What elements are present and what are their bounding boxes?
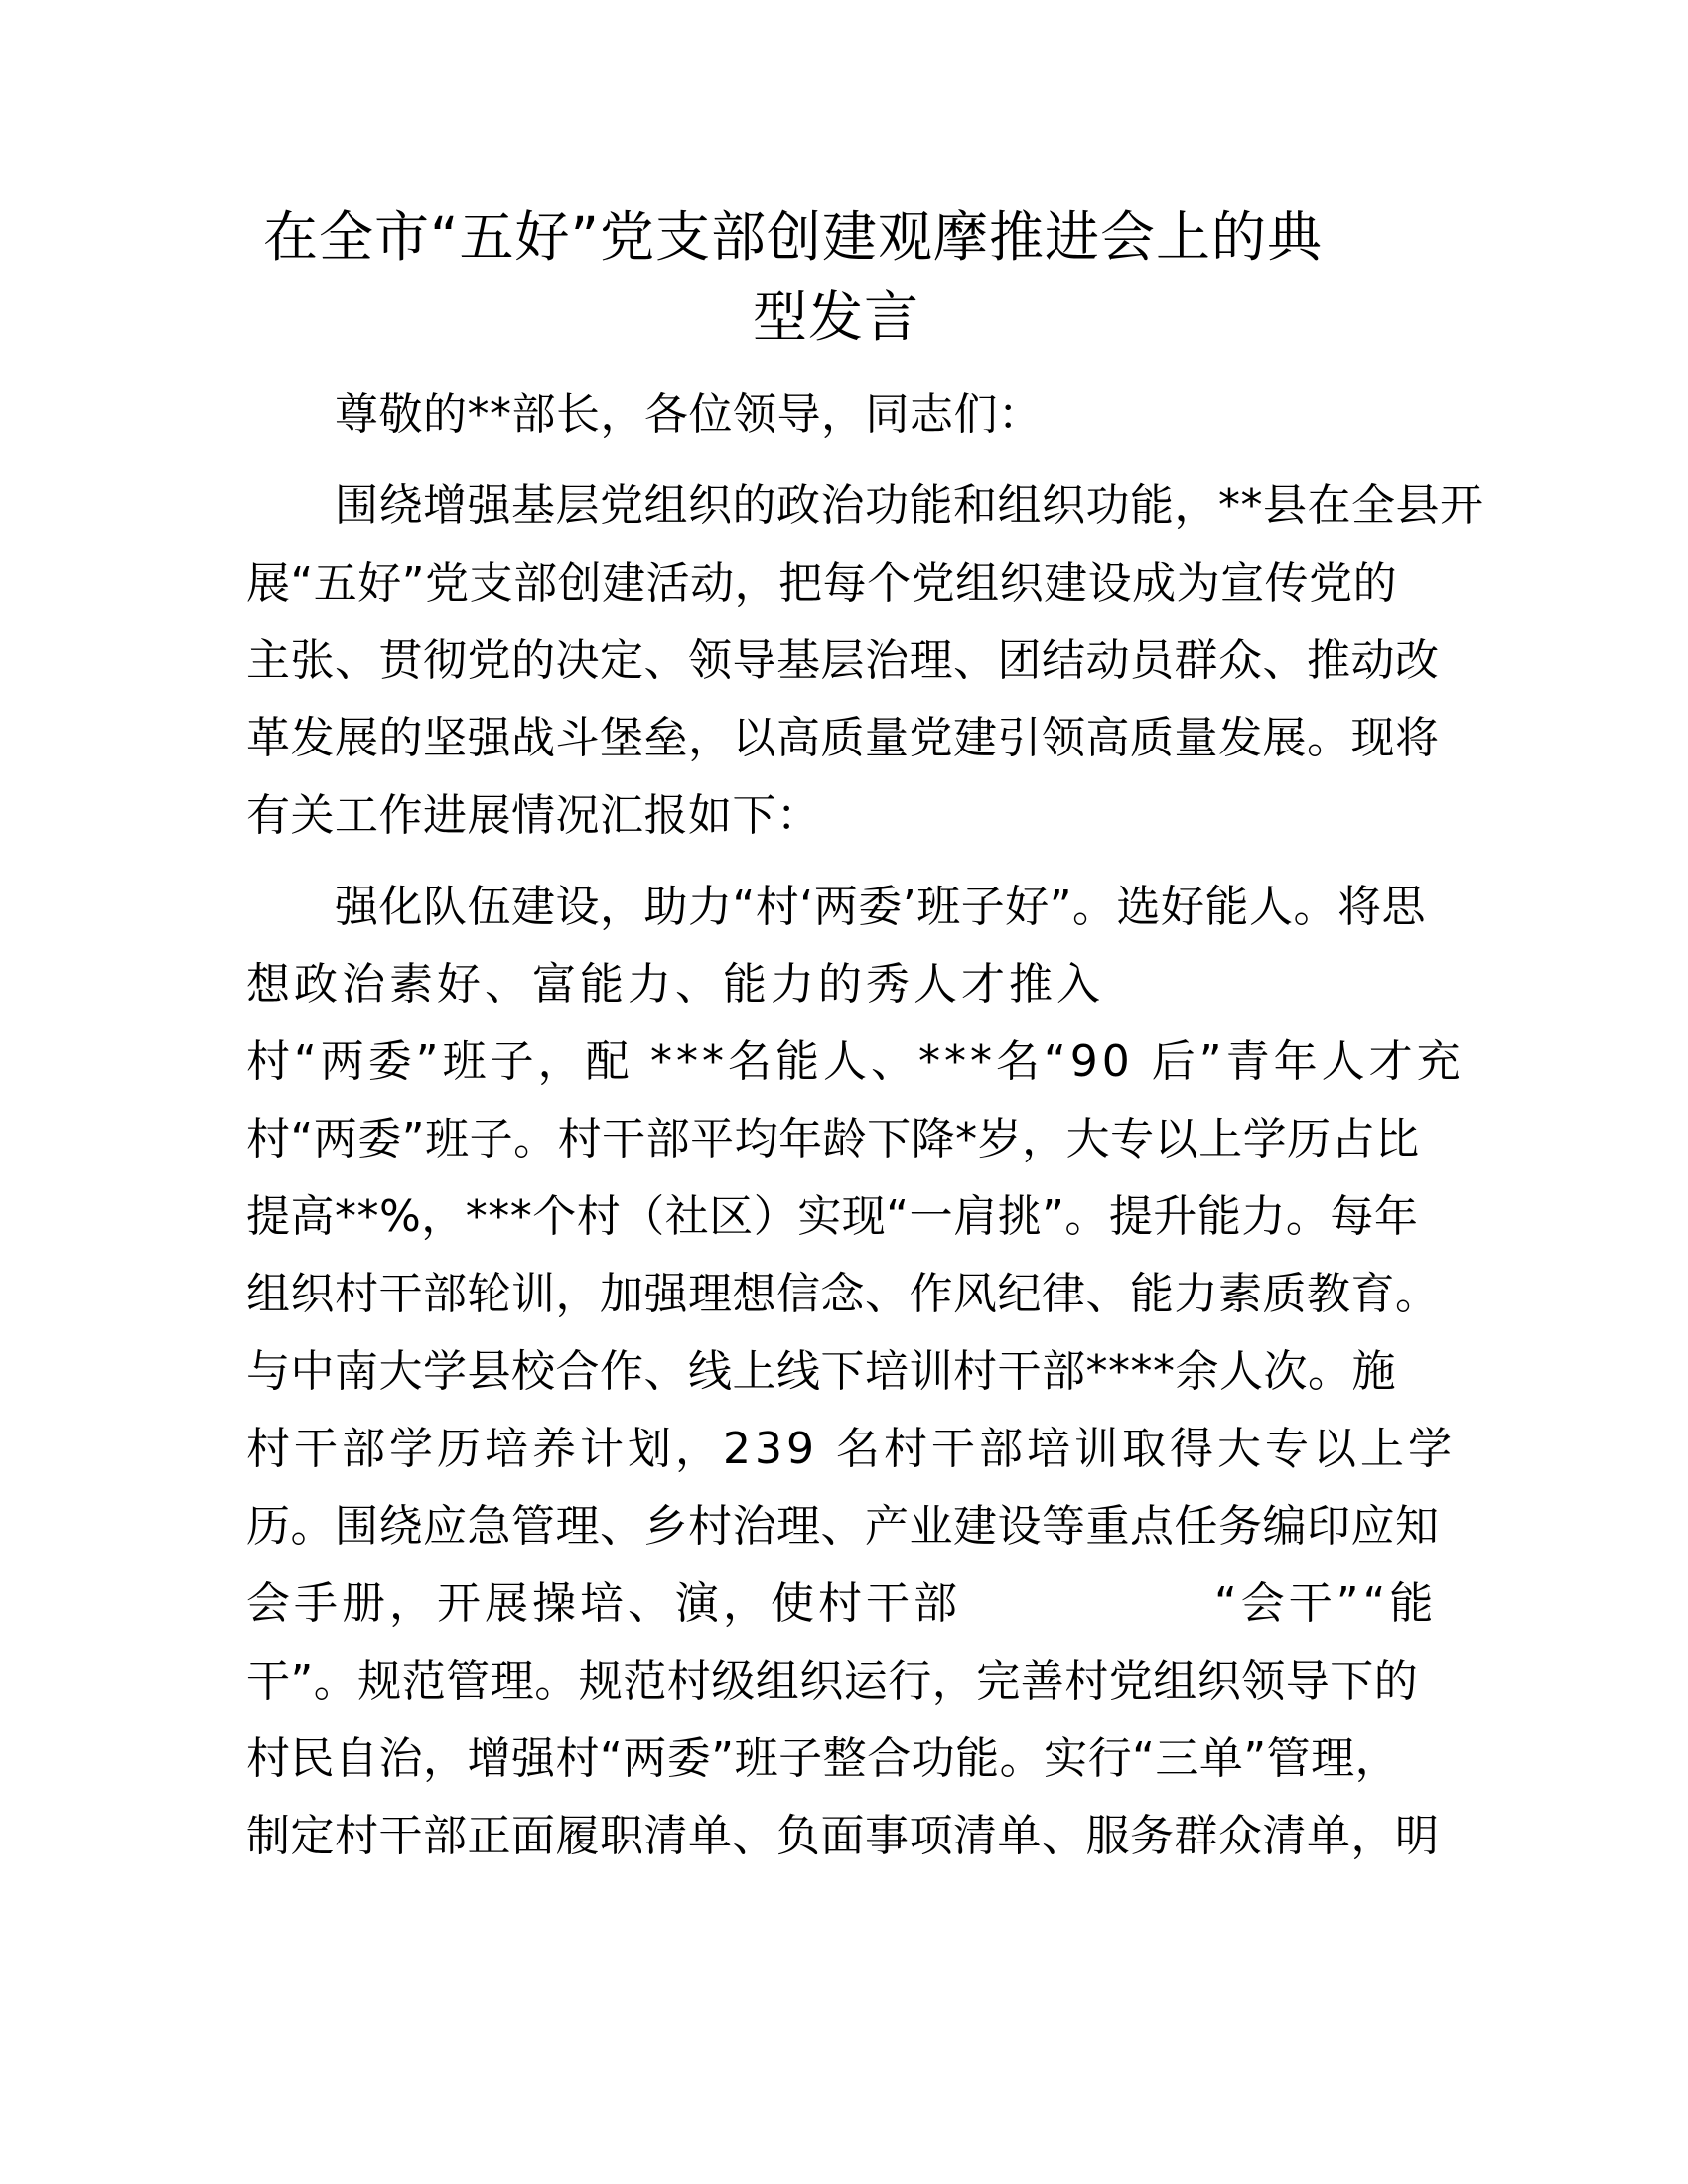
document-title-line-1: 在全市“五好”党支部创建观摩推进会上的典 [263,205,1323,269]
paragraph-line: 村“两委”班子。村干部平均年龄下降*岁，大专以上学历占比 [246,1114,1420,1164]
paragraph-line: 会手册，开展操培、演，使村干部 [246,1578,961,1629]
paragraph-line: 村“两委”班子，配 [246,1036,633,1087]
paragraph-line: 干”。规范管理。规范村级组织运行，完善村党组织领导下的 [246,1656,1419,1706]
paragraph-line: ***名能人、***名“90 后”青年人才充 [650,1036,1465,1087]
paragraph-line: 提高**%，***个村（社区）实现“一肩挑”。提升能力。每年 [246,1191,1419,1242]
paragraph-line: 历。围绕应急管理、乡村治理、产业建设等重点任务编印应知 [246,1501,1440,1552]
paragraph-line: 强化队伍建设，助力“村‘两委’班子好”。选好能人。将思 [335,882,1427,932]
paragraph-line: 制定村干部正面履职清单、负面事项清单、服务群众清单，明 [246,1811,1440,1861]
salutation: 尊敬的**部长，各位领导，同志们： [335,389,1043,440]
paragraph-line: 主张、贯彻党的决定、领导基层治理、团结动员群众、推动改 [246,635,1440,686]
paragraph-line: 村干部学历培养计划，239 名村干部培训取得大专以上学 [246,1424,1456,1474]
document-title-line-2: 型发言 [753,285,920,348]
paragraph-line: “会干”“能 [1214,1578,1438,1629]
paragraph-line: 与中南大学县校合作、线上线下培训村干部****余人次。施 [246,1346,1396,1397]
paragraph-line: 有关工作进展情况汇报如下： [246,790,821,841]
paragraph-line: 围绕增强基层党组织的政治功能和组织功能，**县在全县开 [335,480,1484,531]
paragraph-line: 展“五好”党支部创建活动，把每个党组织建设成为宣传党的 [246,558,1398,609]
paragraph-line: 革发展的坚强战斗堡垒，以高质量党建引领高质量发展。现将 [246,713,1440,763]
paragraph-line: 想政治素好、富能力、能力的秀人才推入 [246,959,1104,1010]
paragraph-line: 组织村干部轮训，加强理想信念、作风纪律、能力素质教育。 [246,1269,1440,1319]
paragraph-line: 村民自治，增强村“两委”班子整合功能。实行“三单”管理， [246,1733,1400,1784]
